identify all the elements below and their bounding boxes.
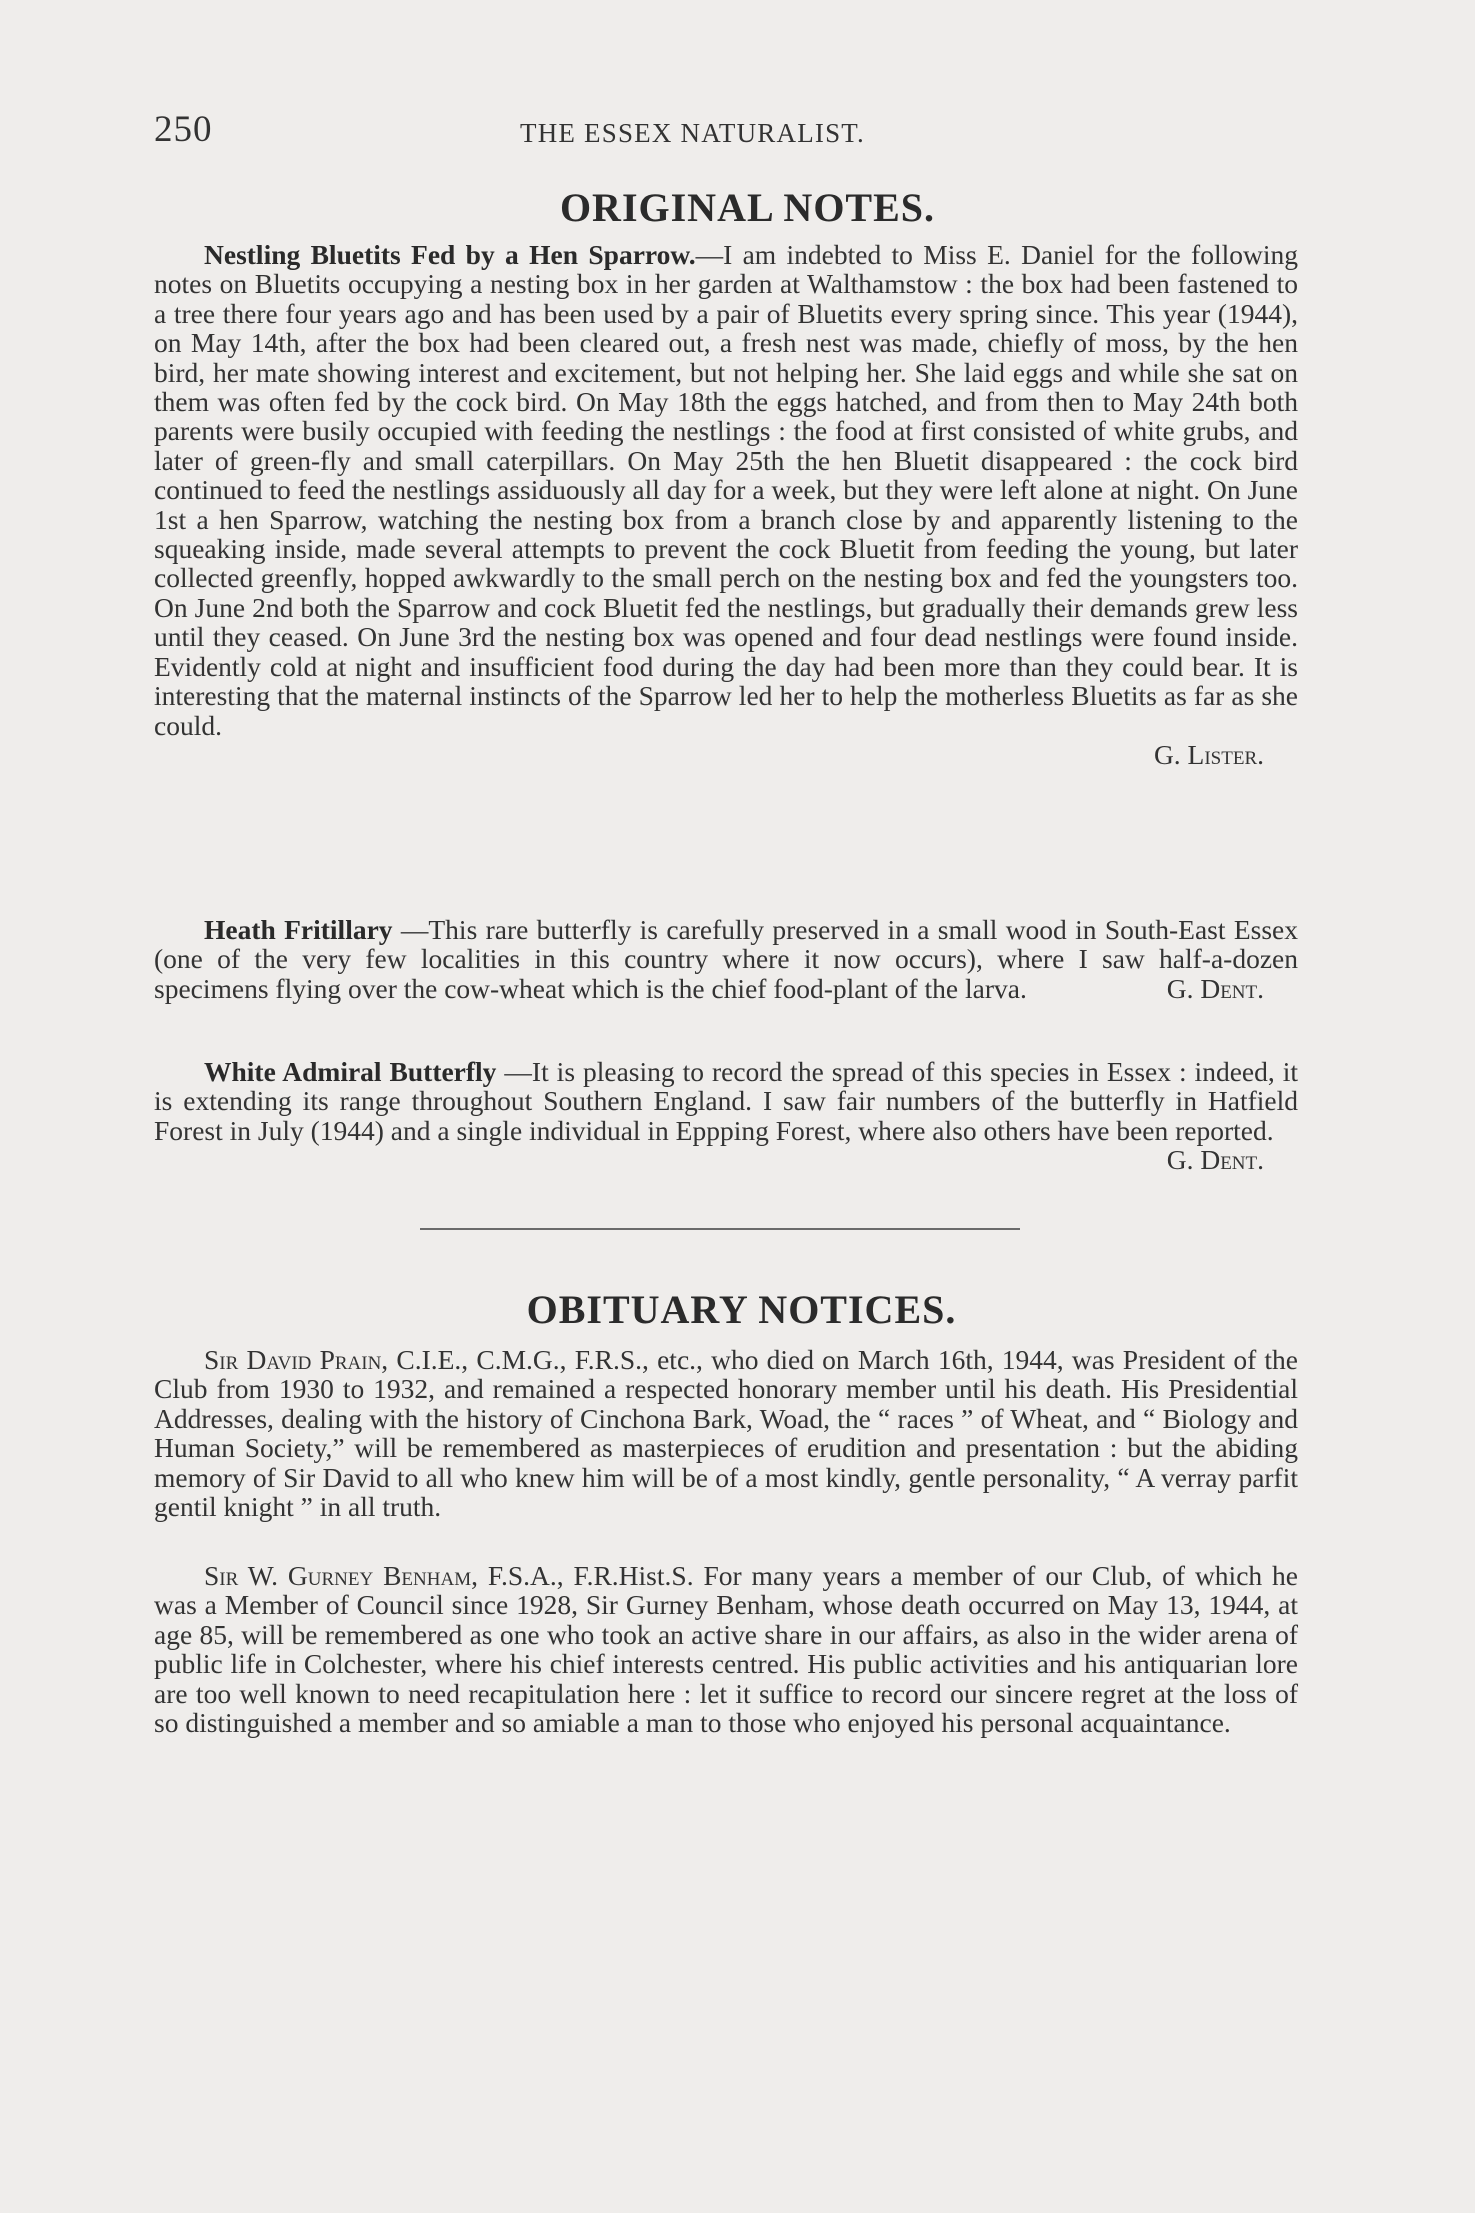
running-title: THE ESSEX NATURALIST. bbox=[520, 118, 865, 148]
note-bluetits-signature: G. Lister. bbox=[1153, 738, 1264, 770]
obituary-benham-paragraph bbox=[154, 1561, 1298, 1737]
note-heath-fritillary-paragraph bbox=[154, 915, 1298, 1003]
obituary-benham-honours: F.S.A., F.R.Hist.S. bbox=[477, 1560, 694, 1591]
obituary-prain-honours: C.I.E., C.M.G., F.R.S., etc., bbox=[388, 1344, 703, 1375]
note-white-admiral-paragraph bbox=[154, 1056, 1298, 1176]
obituary-benham-name: Sir W. Gurney Benham, bbox=[204, 1560, 478, 1591]
obituary-notices-title: OBITUARY NOTICES. bbox=[526, 1287, 957, 1332]
note-bluetits bbox=[154, 240, 1298, 769]
note-white-admiral-heading: White Admiral Butterfly bbox=[204, 1056, 497, 1087]
note-heath-fritillary-body: —This rare butterfly is carefully preserved in a small wood in South-East Essex (one of the very few localities in this country where it now occurs), where I saw half-a-dozen specimens flying over the cow-wheat which is the chief food-plant of the larva. bbox=[154, 914, 1298, 1004]
obituary-benham bbox=[154, 1561, 1298, 1737]
obituary-prain-paragraph bbox=[154, 1345, 1298, 1521]
note-bluetits-heading: Nestling Bluetits Fed by a Hen Sparrow. bbox=[204, 239, 696, 270]
note-white-admiral-body: —It is pleasing to record the spread of this species in Essex : indeed, it is extending its range throughout Southern England. I saw fair numbers of the butterfly in Hatfield Forest in July (1944) and a single individual in Eppping Forest, where also others have been reported. bbox=[154, 1056, 1298, 1146]
note-bluetits-paragraph bbox=[154, 240, 1298, 740]
obituary-prain bbox=[154, 1345, 1298, 1521]
note-heath-fritillary-signature: G. Dent. bbox=[1166, 972, 1264, 1004]
note-white-admiral bbox=[154, 1057, 1298, 1175]
note-bluetits-body: —I am indebted to Miss E. Daniel for the following notes on Bluetits occupying a nesting box in her garden at Walthamstow : the box had been fastened to a tree there four years ago and has been used by a pair of Bluetits every spring since. This year (1944), on May 14th, after the box had been cleared out, a fresh nest was made, chiefly of moss, by the hen bird, her mate showing interest and excitement, but not helping her. She laid eggs and while she sat on them was often fed by the cock bird. On May 18th the eggs hatched, and from then to May 24th both parents were busily occupied with feeding the nestlings : the food at first consisted of white grubs, and later of green-fly and small caterpillars. On May 25th the hen Bluetit disappeared : the cock bird continued to feed the nestlings assiduously all day for a week, but they were left alone at night. On June 1st a hen Sparrow, watching the nesting box from a branch close by and apparently listening to the squeaking inside, made several attempts to prevent the cock Bluetit from feeding the young, but later collected greenfly, hopped awkwardly to the small perch on the nesting box and fed the youngsters too. On June 2nd both the Sparrow and cock Bluetit fed the nestlings, but gradually their demands grew less until they ceased. On June 3rd the nesting box was opened and four dead nestlings were found inside. Evidently cold at night and insufficient food during the day had been more than they could bear. It is interesting that the maternal instincts of the Sparrow led her to help the motherless Bluetits as far as she could. bbox=[154, 239, 1298, 741]
obituary-prain-body: who died on March 16th, 1944, was President of the Club from 1930 to 1932, and remained a respected honorary member until his death. His Presidential Addresses, dealing with the history of Cinchona Bark, Woad, the “ races ” of Wheat, and “ Biology and Human Society,” will be remembered as masterpieces of erudition and presentation : but the abiding memory of Sir David to all who knew him will be of a most kindly, gentle personality, “ A verray parfit gentil knight ” in all truth. bbox=[154, 1344, 1299, 1523]
obituary-benham-body: For many years a member of our Club, of which he was a Member of Council since 1928, Sir Gurney Benham, whose death occurred on May 13, 1944, at age 85, will be remembered as one who took an active share in our affairs, as also in the wider arena of public life in Colchester, where his chief interests centred. His public activities and his antiquarian lore are too well known to need recapitulation here : let it suffice to record our sincere regret at the loss of so distinguished a member and so amiable a man to those who enjoyed his personal acquaintance. bbox=[154, 1560, 1298, 1739]
note-heath-fritillary bbox=[154, 915, 1298, 1003]
section-divider bbox=[420, 1228, 1020, 1230]
page-number: 250 bbox=[154, 109, 213, 150]
original-notes-title: ORIGINAL NOTES. bbox=[559, 185, 936, 230]
note-heath-fritillary-heading: Heath Fritillary bbox=[204, 914, 393, 945]
obituary-prain-name: Sir David Prain, bbox=[204, 1344, 389, 1375]
note-white-admiral-signature: G. Dent. bbox=[1166, 1144, 1264, 1176]
